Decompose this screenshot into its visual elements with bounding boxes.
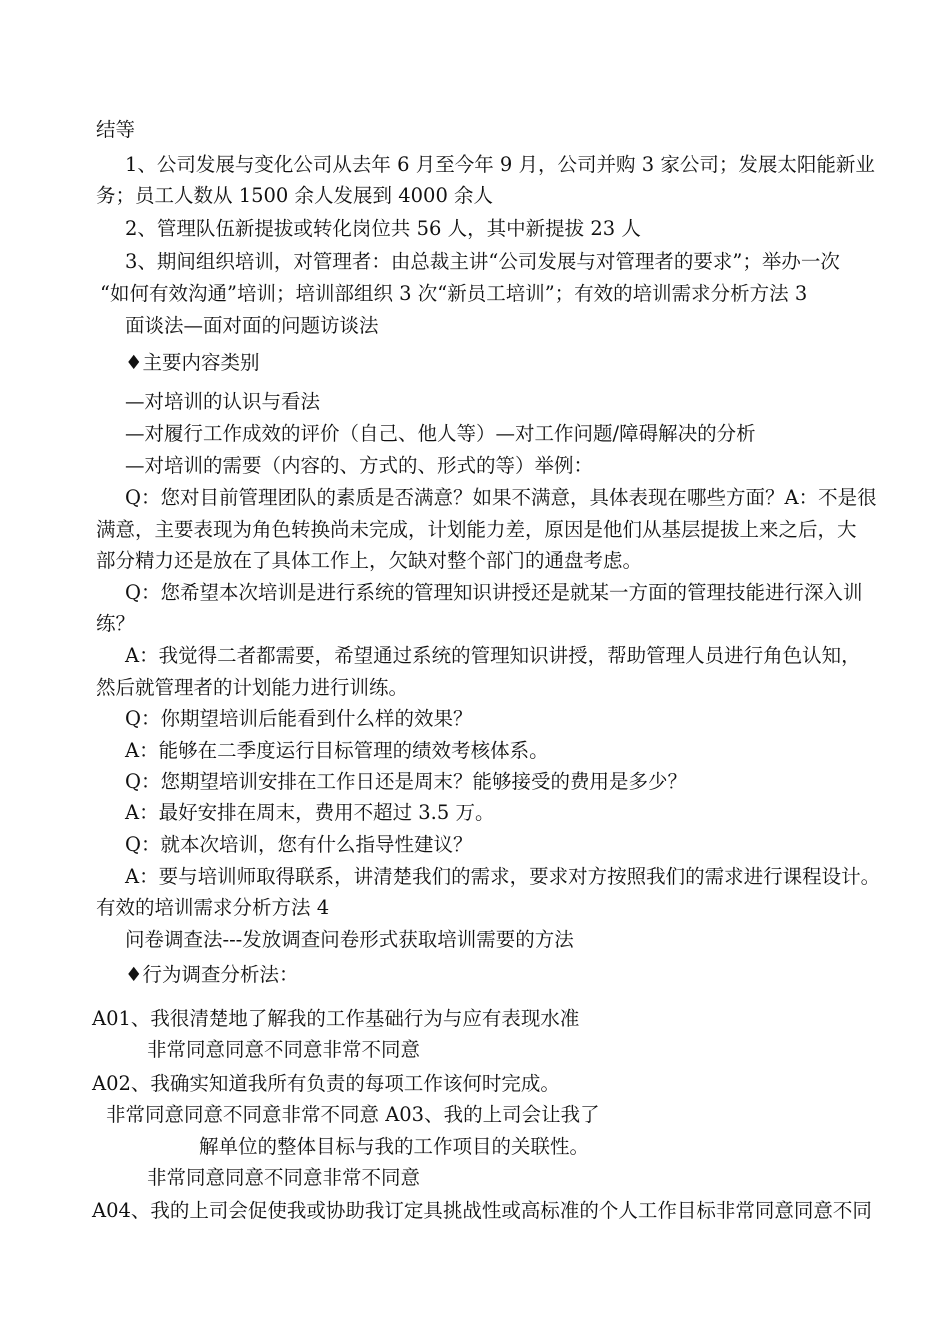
- text-line: 有效的培训需求分析方法 4: [96, 896, 330, 919]
- text-line: Q：您希望本次培训是进行系统的管理知识讲授还是就某一方面的管理技能进行深入训: [125, 581, 863, 604]
- text-line: ♦主要内容类别: [125, 351, 260, 374]
- text-line: 解单位的整体目标与我的工作项目的关联性。: [199, 1135, 590, 1158]
- text-line: 3、期间组织培训，对管理者：由总裁主讲“公司发展与对管理者的要求”；举办一次: [125, 250, 840, 273]
- text-line: Q：你期望培训后能看到什么样的效果？: [125, 707, 473, 730]
- text-line: 非常同意同意不同意非常不同意 A03、我的上司会让我了: [106, 1103, 600, 1126]
- text-line: “如何有效沟通”培训；培训部组织 3 次“新员工培训”；有效的培训需求分析方法 3: [100, 282, 808, 305]
- text-line: 问卷调查法---发放调查问卷形式获取培训需要的方法: [125, 928, 574, 951]
- text-line: —对培训的认识与看法: [125, 390, 321, 413]
- text-line: ♦行为调查分析法：: [125, 963, 299, 986]
- text-line: A：要与培训师取得联系，讲清楚我们的需求，要求对方按照我们的需求进行课程设计。: [125, 865, 881, 888]
- text-line: A：我觉得二者都需要，希望通过系统的管理知识讲授，帮助管理人员进行角色认知，: [125, 644, 861, 667]
- text-line: A：能够在二季度运行目标管理的绩效考核体系。: [125, 739, 549, 762]
- text-line: 1、公司发展与变化公司从去年 6 月至今年 9 月，公司并购 3 家公司；发展太阳能新业: [125, 153, 875, 176]
- text-line: 结等: [96, 118, 136, 141]
- text-line: Q：就本次培训，您有什么指导性建议？: [125, 833, 473, 856]
- text-line: 非常同意同意不同意非常不同意: [147, 1038, 421, 1061]
- text-line: 练？: [96, 612, 136, 635]
- text-line: 非常同意同意不同意非常不同意: [147, 1166, 421, 1189]
- text-line: 务；员工人数从 1500 余人发展到 4000 余人: [96, 184, 494, 207]
- text-line: 面谈法—面对面的问题访谈法: [125, 314, 379, 337]
- text-line: 2、管理队伍新提拔或转化岗位共 56 人，其中新提拔 23 人: [125, 217, 641, 240]
- text-line: 然后就管理者的计划能力进行训练。: [96, 676, 409, 699]
- text-line: A：最好安排在周末，费用不超过 3.5 万。: [125, 801, 495, 824]
- text-line: Q：您对目前管理团队的素质是否满意？如果不满意，具体表现在哪些方面？A：不是很: [125, 486, 877, 509]
- text-line: Q：您期望培训安排在工作日还是周末？能够接受的费用是多少？: [125, 770, 687, 793]
- text-line: A02、我确实知道我所有负责的每项工作该何时完成。: [92, 1072, 560, 1095]
- text-line: —对培训的需要（内容的、方式的、形式的等）举例：: [125, 454, 594, 477]
- text-line: 部分精力还是放在了具体工作上，欠缺对整个部门的通盘考虑。: [96, 549, 643, 572]
- text-line: —对履行工作成效的评价（自己、他人等）—对工作问题/障碍解决的分析: [125, 422, 756, 445]
- text-line: 满意，主要表现为角色转换尚未完成，计划能力差，原因是他们从基层提拔上来之后，大: [96, 518, 857, 541]
- text-line: A04、我的上司会促使我或协助我订定具挑战性或高标准的个人工作目标非常同意同意不同: [92, 1199, 872, 1222]
- text-line: A01、我很清楚地了解我的工作基础行为与应有表现水准: [92, 1007, 580, 1030]
